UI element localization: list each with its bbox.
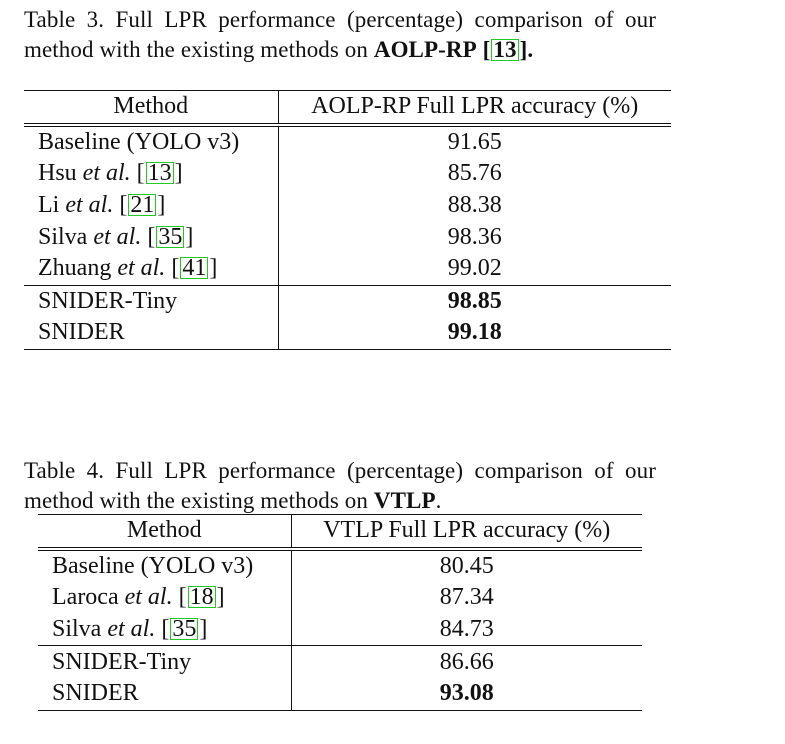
- method-label: Silva: [38, 223, 94, 250]
- table-row: [24, 158, 671, 190]
- et-al: et al.: [117, 255, 166, 282]
- et-al: et al.: [65, 192, 114, 219]
- table-row: [38, 549, 642, 583]
- table-row: [24, 190, 671, 222]
- accuracy-value: 98.85: [278, 285, 671, 317]
- method-name: Silva et al. [ 35 ]: [38, 614, 291, 646]
- table3-caption-citation-link[interactable]: 13: [493, 37, 517, 62]
- table3-dataset-name: AOLP-RP: [373, 37, 477, 62]
- method-name: SNIDER-Tiny: [38, 646, 291, 678]
- table-row: [24, 317, 671, 349]
- method-label: Zhuang: [38, 255, 118, 282]
- citation-link[interactable]: 13: [147, 160, 172, 187]
- method-label: Laroca: [52, 584, 125, 611]
- citation-link[interactable]: 35: [172, 616, 197, 643]
- table-row: [38, 678, 642, 710]
- citation-link[interactable]: 21: [130, 192, 155, 219]
- et-al: et al.: [82, 160, 131, 187]
- table3: [24, 90, 671, 350]
- table3-cite-close: ].: [519, 37, 534, 62]
- table3-header-accuracy: AOLP-RP Full LPR accuracy (%): [278, 91, 671, 125]
- method-label: Baseline (YOLO v3): [52, 552, 254, 579]
- method-label: Silva: [52, 616, 108, 643]
- method-name: Li et al. [ 21 ]: [24, 190, 278, 222]
- method-name: Silva et al. [ 35 ]: [24, 221, 278, 253]
- et-al: et al.: [107, 616, 156, 643]
- method-name: SNIDER-Tiny: [24, 285, 278, 317]
- accuracy-value: 98.36: [447, 223, 502, 250]
- citation-link[interactable]: 35: [158, 223, 183, 250]
- table-row: [38, 582, 642, 614]
- table4-header-accuracy: VTLP Full LPR accuracy (%): [291, 515, 642, 549]
- method-name: [24, 125, 278, 159]
- table-row: [38, 646, 642, 678]
- table4-caption: [24, 456, 656, 516]
- method-label: Hsu: [38, 160, 83, 187]
- table-row: [38, 614, 642, 646]
- table-row: [24, 125, 671, 159]
- table3-header-method: Method: [24, 91, 278, 125]
- accuracy-value: 99.02: [447, 255, 502, 282]
- accuracy-value: 93.08: [291, 678, 642, 710]
- table-row: [24, 253, 671, 285]
- table3-header-row: [24, 91, 671, 125]
- method-label: Baseline (YOLO v3): [38, 128, 240, 155]
- accuracy-value: 99.18: [278, 317, 671, 349]
- table4-dataset-name: VTLP: [373, 488, 436, 513]
- table4-caption-text: Table 4. Full LPR performance (percentage) comparison of our method with the existing methods on: [24, 458, 656, 513]
- table4-header-method: Method: [38, 515, 291, 549]
- accuracy-value: 80.45: [439, 552, 494, 579]
- table3-caption: [24, 5, 656, 65]
- table-row: [24, 221, 671, 253]
- citation-link[interactable]: 18: [189, 584, 214, 611]
- accuracy-value: 88.38: [447, 192, 502, 219]
- table4-caption-suffix: .: [435, 488, 442, 513]
- method-name: Hsu et al. [ 13 ]: [24, 158, 278, 190]
- accuracy-value: 87.34: [439, 584, 494, 611]
- method-label: Li: [38, 192, 66, 219]
- method-name: SNIDER: [24, 317, 278, 349]
- citation-link[interactable]: 41: [182, 255, 207, 282]
- accuracy-value: 91.65: [447, 128, 502, 155]
- et-al: et al.: [93, 223, 142, 250]
- method-name: Zhuang et al. [ 41 ]: [24, 253, 278, 285]
- method-name: [38, 549, 291, 583]
- accuracy-value: 85.76: [447, 160, 502, 187]
- table4: [38, 514, 642, 711]
- table3-caption-text: Table 3. Full LPR performance (percentage) comparison of our method with the existing methods on: [24, 7, 656, 62]
- table4-header-row: [38, 515, 642, 549]
- et-al: et al.: [124, 584, 173, 611]
- table-row: [24, 285, 671, 317]
- accuracy-value: 84.73: [439, 616, 494, 643]
- method-name: SNIDER: [38, 678, 291, 710]
- table3-cite-open: [: [482, 37, 491, 62]
- accuracy-value: 86.66: [291, 646, 642, 678]
- method-name: Laroca et al. [ 18 ]: [38, 582, 291, 614]
